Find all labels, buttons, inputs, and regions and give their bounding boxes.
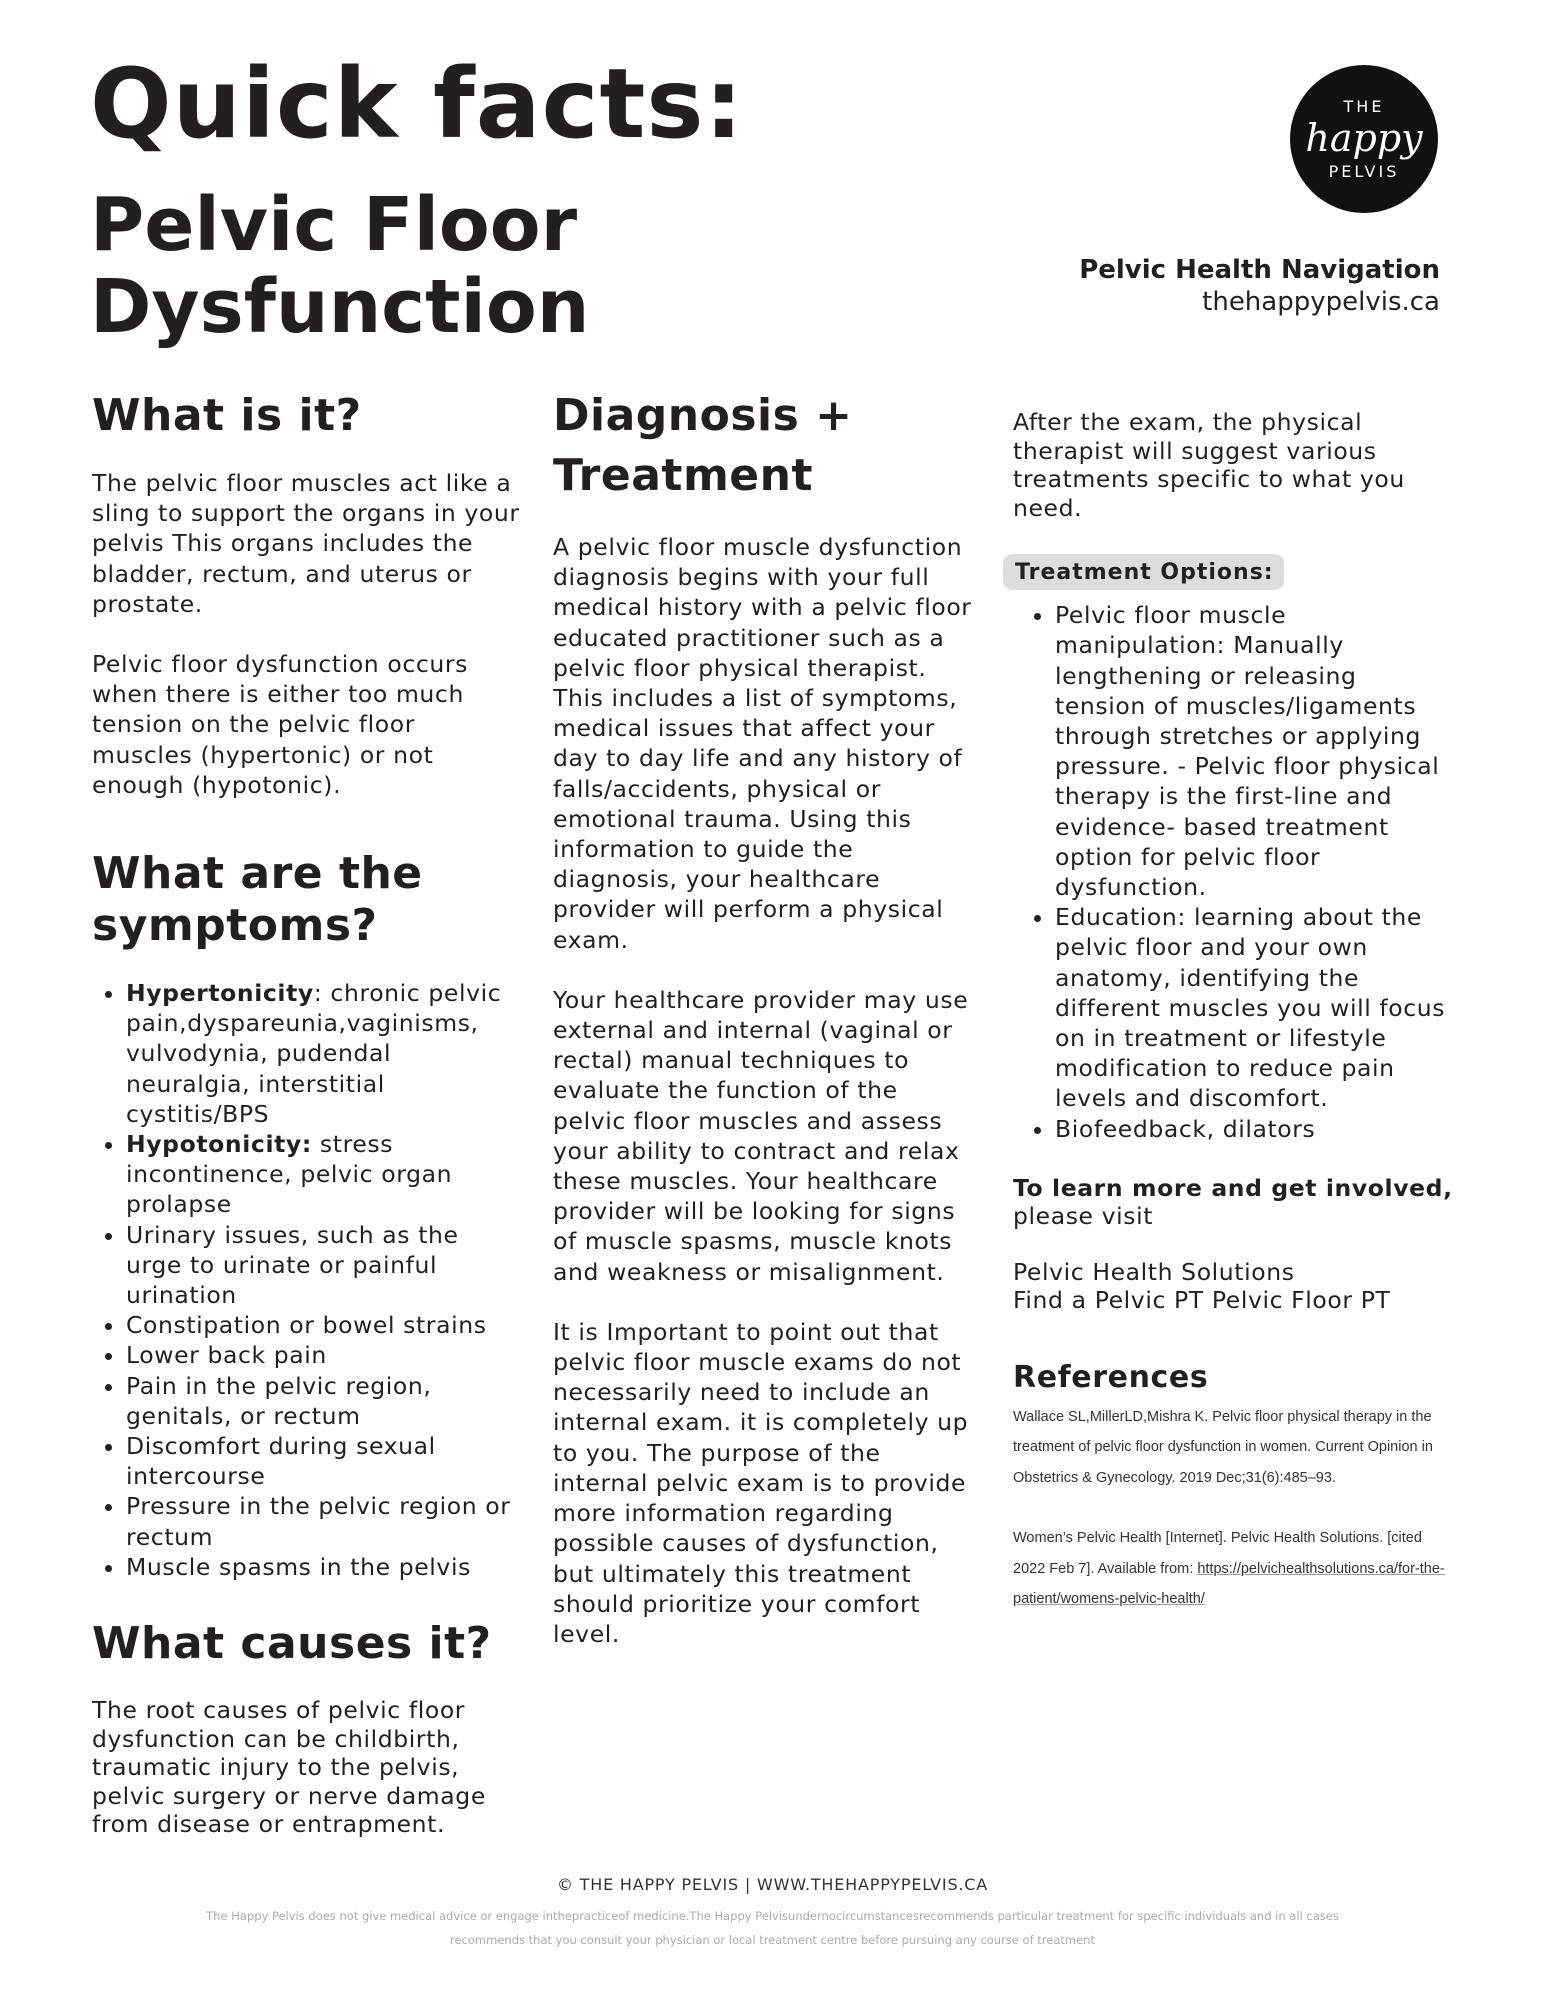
footer-copyright: © THE HAPPY PELVIS | WWW.THEHAPPYPELVIS.CA xyxy=(556,1875,989,1894)
what-is-it-heading: What is it? xyxy=(92,390,362,441)
symptom-item xyxy=(126,1552,522,1582)
symptom-item-text: Urinary issues, such as the urge to urinate or painful urination xyxy=(126,1220,459,1310)
brand-url[interactable]: thehappypelvis.ca xyxy=(1202,287,1440,317)
logo-pelvis-text: PELVIS xyxy=(1328,162,1400,181)
page-title: Quick facts: xyxy=(90,48,744,160)
reference-2-text: Women’s Pelvic Health [Internet]. Pelvic Health Solutions. [cited 2022 Feb 7]. Available from: xyxy=(1013,1530,1422,1577)
treatment-item: • Pelvic floor muscle manipulation: Manually lengthening or releasing tension of muscles/ligaments through stretches or applying pressure. - Pelvic floor physical therapy is the first-line and evidence- based treatment option for pelvic floor dysfunction. xyxy=(1055,600,1453,902)
brand-block xyxy=(1079,254,1440,318)
happy-pelvis-logo xyxy=(1290,65,1438,213)
pelvic-health-solutions-link[interactable]: Pelvic Health Solutions xyxy=(1013,1257,1295,1286)
diagnosis-paragraph-3: It is Important to point out that pelvic floor muscle exams do not necessarily need to include an internal exam. it is completely up to you. The purpose of the internal pelvic exam is to provide xyxy=(553,1317,969,1497)
what-is-it-paragraph-1: The pelvic floor muscles act like a sling to support the organs in your pelvis This organs includes the bladder, rectum, and uterus or prostate. xyxy=(92,469,520,618)
symptom-item xyxy=(126,1220,522,1311)
symptom-item-text: stress incontinence, pelvic organ prolapse xyxy=(126,1130,453,1219)
references-heading: References xyxy=(1013,1359,1209,1395)
symptoms-heading: What are the symptoms? xyxy=(92,848,423,952)
symptom-item xyxy=(126,1371,522,1431)
footer-disclaimer: The Happy Pelvis does not give medical advice or engage inthepracticeof medicine.The Happy Pelvisundernocircumstancesrecommends particular treatment for specific individuals and in all cases recommends that you consult your physician or local treatment centre before pursuing any course of treatment xyxy=(206,1909,1339,1947)
symptom-item xyxy=(126,1310,522,1340)
symptom-item xyxy=(126,1491,522,1551)
symptom-item-text: Muscle spasms in the pelvis xyxy=(126,1552,471,1581)
reference-2 xyxy=(1013,1523,1445,1615)
page-subtitle: Pelvic Floor Dysfunction xyxy=(90,182,590,350)
symptom-item-text: : chronic pelvic pain,dyspareunia,vaginisms, vulvodynia, pudendal neuralgia, interstitial cystitis/BPS xyxy=(126,979,502,1128)
learn-more-bold: To learn more and get involved, xyxy=(1013,1173,1453,1202)
symptom-item-bold: Hypotonicity: xyxy=(126,1130,312,1159)
treatment-item: • Education: learning about the pelvic floor and your own anatomy, identifying the different muscles you will focus on in treatment or lifestyle modification to reduce pain levels and discomfort. xyxy=(1055,902,1453,1113)
brand-name: Pelvic Health Navigation xyxy=(1079,255,1440,285)
symptom-item-bold: Hypertonicity xyxy=(126,979,314,1008)
diagnosis-paragraph-4: more information regarding possible causes of dysfunction, but ultimately this treatment should prioritize your comfort level. xyxy=(553,1499,939,1648)
symptom-item xyxy=(126,1340,522,1370)
treatment-intro: After the exam, the physical therapist will suggest various treatments specific to what you need. xyxy=(1013,408,1405,522)
treatment-item: • Biofeedback, dilators xyxy=(1055,1114,1453,1144)
causes-heading: What causes it? xyxy=(92,1618,492,1670)
learn-more-text: please visit xyxy=(1013,1201,1154,1230)
symptoms-list xyxy=(92,978,522,1582)
causes-text: The root causes of pelvic floor dysfunction can be childbirth, traumatic injury to the pelvis, pelvic surgery or nerve damage from disease or entrapment. xyxy=(92,1696,486,1839)
symptom-item-text: Lower back pain xyxy=(126,1341,327,1370)
treatment-options-badge: Treatment Options: xyxy=(1003,554,1284,590)
symptom-item xyxy=(126,978,522,1129)
column-middle xyxy=(553,390,973,1649)
reference-1: Wallace SL,MillerLD,Mishra K. Pelvic floor physical therapy in the treatment of pelvic floor dysfunction in women. Current Opinion in Obstetrics & Gynecology. 2019 Dec;31(6):485–93. xyxy=(1013,1408,1433,1486)
column-right xyxy=(1013,408,1453,1615)
symptom-item xyxy=(126,1431,522,1491)
symptom-item-text: Pain in the pelvic region, genitals, or rectum xyxy=(126,1371,432,1430)
symptom-item-text: Pressure in the pelvic region or rectum xyxy=(126,1492,511,1551)
diagnosis-paragraph-1: A pelvic floor muscle dysfunction diagnosis begins with your full medical history with a pelvic floor educated practitioner such as a pelvic floor physical therapist. This includes a list of symptoms, medical issues that affect your day to day life and any history of falls/accidents, physical or emotional trauma. Using this information to guide the diagnosis, your healthcare provider will perform a physical exam. xyxy=(553,533,972,954)
find-pelvic-pt-link[interactable]: Find a Pelvic PT Pelvic Floor PT xyxy=(1013,1285,1391,1314)
logo-happy-text: happy xyxy=(1305,116,1423,160)
symptom-item-text: Discomfort during sexual intercourse xyxy=(126,1432,436,1491)
treatment-list xyxy=(1013,600,1453,1144)
logo-the-text: THE xyxy=(1343,97,1385,116)
reference-2-link[interactable]: https://pelvichealthsolutions.ca/for-the-patient/womens-pelvic-health/ xyxy=(1013,1560,1445,1608)
what-is-it-paragraph-2: Pelvic floor dysfunction occurs when there is either too much tension on the pelvic floor muscles (hypertonic) or not enough (hypotonic). xyxy=(92,650,468,799)
symptom-item-text: Constipation or bowel strains xyxy=(126,1311,487,1340)
diagnosis-heading-line-2: Treatment xyxy=(553,450,813,501)
diagnosis-paragraph-2: Your healthcare provider may use external and internal (vaginal or rectal) manual techniques to evaluate the function of the pelvic floor muscles and assess your ability to contract and relax these muscles. Your healthcare provider will be looking for signs of muscle spasms, muscle knots and weakness or misalignment. xyxy=(553,985,969,1286)
diagnosis-heading-line-1: Diagnosis + xyxy=(553,390,853,441)
symptom-item xyxy=(126,1129,522,1220)
column-left xyxy=(92,390,522,1839)
